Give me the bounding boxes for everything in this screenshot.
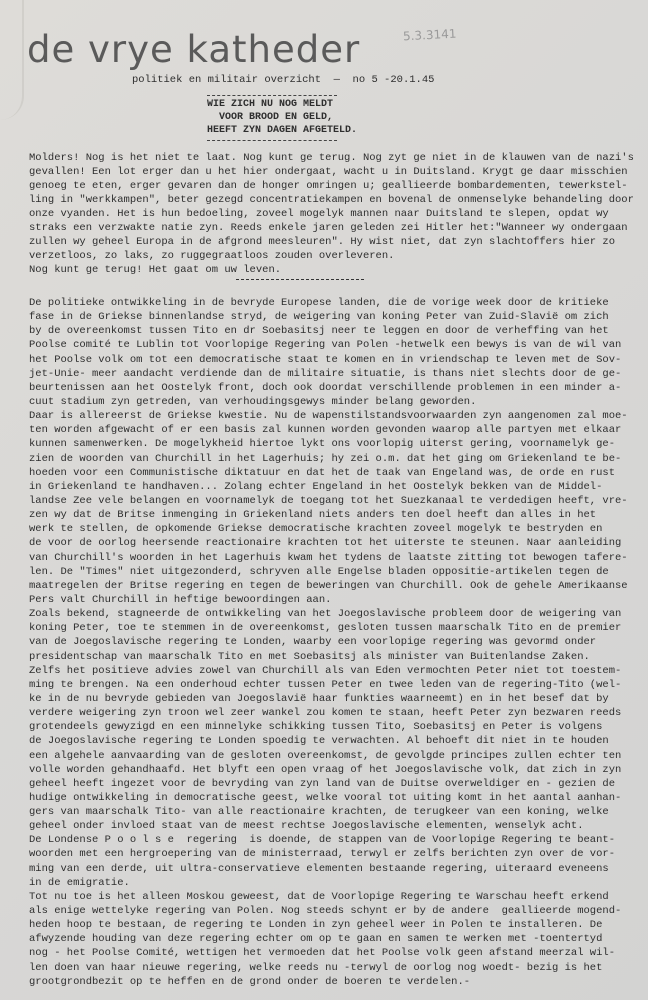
text-line: gers van maarschalk Tito- van alle reactionaire krachten, de terugkeer van een koning, welke — [29, 806, 609, 819]
motto-line: VOOR BROOD EN GELD, — [207, 112, 334, 123]
newsletter-title: de vrye katheder — [27, 28, 361, 71]
text-line: De politieke ontwikkeling in de bevryde Europese landen, die de vorige week door de kritieke — [29, 297, 609, 309]
text-line: woorden met een hergroepering van de ministerraad, terwyl er zelfs berichten zyn over de vor- — [29, 848, 615, 861]
text-line: Zelfs het positieve advies zowel van Churchill als van Eden vermochten Peter niet tot toestem- — [29, 664, 622, 677]
text-line: gevallen! Een lot erger dan u het hier ondergaat, wacht u in Duitsland. Krygt ge daar misschien — [29, 166, 628, 178]
text-line: verzetloos, zo laks, zo ruggegraatloos zouden overleveren. — [29, 250, 395, 262]
text-line: het Poolse volk om tot een democratische staat te komen en in vriendschap te leven met de Sov- — [29, 353, 622, 366]
text-line: kunnen samenwerken. De mogelykheid hiertoe lykt ons voorlopig uiterst gering, voornamelyk ge- — [29, 438, 615, 451]
text-line: verdere weigering zyn troon wel zeer wankel zou komen te staan, heeft Peter zyn bezwaren reeds — [29, 707, 622, 720]
text-line: koning Peter, toe te stemmen in de overeenkomst, gesloten tussen maarschalk Tito en de premier — [29, 622, 622, 635]
archive-number: 5.3.3141 — [402, 26, 457, 44]
text-line: in Griekenland te handhaven... Zolang echter Engeland in het Oostelyk bekken van de Middel- — [29, 480, 603, 493]
motto-box — [207, 95, 358, 141]
section-divider — [236, 279, 364, 280]
text-line: van Churchill's woorden in het Lagerhuis kwam het tydens de laatste zitting tot bewogen tafere- — [29, 551, 628, 564]
text-line: hudige ontwikkeling in democratische geest, welke vooral tot uiting komt in het aantal aanhan- — [29, 791, 622, 804]
text-line: De Londense P o o l s e regering is doende, de stappen van de Voorlopige Regering te beant- — [29, 834, 615, 847]
text-line: nog - het Poolse Comité, wettigen het vermoeden dat het Poolse volk geen afstand meerzal wil- — [29, 947, 615, 960]
text-line: de Joegoslavische regering te Londen spoedig te verwachten. Al behoeft dit niet in te houden — [29, 735, 609, 748]
text-line: hoeden voor een Communistische diktatuur en dat het de taak van Engeland was, de orde en rust — [29, 466, 615, 479]
text-line: de voor de oorlog heersende reactionaire krachten tot het uiterste te steunen. Naar aanleiding — [29, 537, 622, 550]
text-line: grootgrondbezit op te heffen en de grond onder de boeren te verdelen.- — [29, 975, 471, 988]
appeal-paragraph — [29, 151, 634, 277]
text-line: ling in "werkkampen", beter gezegd concentratiekampen en bovenal de onmenselyke behandeling door — [29, 194, 634, 206]
text-line: fase in de Griekse binnenlandse stryd, de weigering van koning Peter van Zuid-Slavië om zich — [29, 311, 609, 324]
text-line: Poolse comité te Lublin tot Voorlopige Regering van Polen -hetwelk een bewys is van de wil van — [29, 339, 622, 352]
text-line: Molders! Nog is het niet te laat. Nog kunt ge terug. Nog zyt ge niet in de klauwen van de nazi's — [29, 152, 634, 164]
text-line: heden hoop te bestaan, de regering te Londen in zyn geheel weer in Polen te installeren. De — [29, 919, 603, 932]
text-line: len. De "Times" niet uitgezonderd, schryven alle Engelse bladen oppositie-artikelen tegen de — [29, 565, 609, 578]
text-line: van de Joegoslavische regering te Londen, waarby een voorlopige regering was gevormd onder — [29, 636, 597, 649]
paper-edge-mark — [0, 0, 24, 120]
text-line: genoeg te eten, erger gevaren dan de honger omringen u; geallieerde bombardementen, tewerkstel- — [29, 180, 628, 192]
motto-line: HEEFT ZYN DAGEN AFGETELD. — [207, 125, 358, 136]
text-line: werk te stellen, de opkomende Griekse democratische krachten zoveel mogelyk te bestryden en — [29, 523, 603, 536]
text-line: in de emigratie. — [29, 876, 130, 889]
text-line: geheel onder invloed staat van de meest rechtse Joegoslavische elementen, wenselyk acht. — [29, 820, 584, 833]
text-line: geheel heeft ingezet voor de bevryding van zyn land van de Duitse overweldiger en - gezien de — [29, 777, 615, 790]
motto-line: WIE ZICH NU NOG MELDT — [207, 99, 334, 110]
text-line: straks een verzwakte natie zyn. Reeds enkele jaren geleden zei Hitler het:"Wanneer wy ondergaan — [29, 222, 628, 234]
text-line: len doen van haar nieuwe regering, welke reeds nu -terwyl de oorlog nog woedt- bezig is het — [29, 961, 603, 974]
text-line: Daar is allereerst de Griekse kwestie. Nu de wapenstilstandsvoorwaarden zyn aangenomen zal moe- — [29, 410, 628, 423]
text-line: Pers valt Churchill in heftige bewoordingen aan. — [29, 593, 332, 606]
text-line: een algehele aanvaarding van de gesloten overeenkomst, de gevolgde principes zullen echter ten — [29, 749, 622, 762]
text-line: onze vyanden. Het is hun bedoeling, zoveel mogelyk mannen naar Duitsland te slepen, opdat wy — [29, 208, 609, 220]
text-line: Nog kunt ge terug! Het gaat om uw leven. — [29, 264, 282, 276]
text-line: ten worden afgewacht of er een basis zal kunnen worden gevonden waarop alle partyen met elkaar — [29, 424, 622, 437]
text-line: zen wy dat de Britse inmenging in Griekenland niets anders ten doel heeft dan alles in het — [29, 509, 597, 522]
text-line: beurtenissen aan het Oostelyk front, doch ook doordat verschillende problemen in een minder a- — [29, 381, 622, 394]
text-line: jet-Unie- meer aandacht verdiende dan de militaire situatie, is thans niet slechts door de ge- — [29, 367, 622, 380]
text-line: Tot nu toe is het alleen Moskou geweest, dat de Voorlopige Regering te Warschau heeft erkend — [29, 890, 609, 903]
text-line: cuut stadium zyn getreden, van verhoudingsgewys minder belang geworden. — [29, 395, 477, 408]
text-line: zien de woorden van Churchill in het Lagerhuis; hy zei o.m. dat het ging om Griekenland te be- — [29, 452, 622, 465]
text-line: ming van een derde, uit ultra-conservatieve elementen bestaande regering, uiteraard eveneens — [29, 862, 609, 875]
text-line: grotendeels gewyzigd en een minnelyke schikking tussen Tito, Soebasitsj en Peter is volgens — [29, 721, 603, 734]
political-overview-paragraph — [29, 296, 628, 989]
text-line: zullen wy geheel Europa in de afgrond meesleuren". Hy wist niet, dat zyn slachtoffers hier zo — [29, 236, 615, 248]
text-line: afwyzende houding van deze regering echter om op te gaan en samen te werken met -toentertyd — [29, 933, 603, 946]
text-line: maatregelen der Britse regering en tegen de beweringen van Churchill. Ook de gehele Amerikaanse — [29, 579, 628, 592]
text-line: Zoals bekend, stagneerde de ontwikkeling van het Joegoslavische probleem door de weigering van — [29, 608, 622, 621]
text-line: presidentschap van maarschalk Tito en met Soebasitsj als minister van Buitenlandse Zaken. — [29, 650, 590, 663]
issue-subtitle: politiek en militair overzicht — no 5 -20.1.45 — [132, 74, 435, 86]
text-line: als enige wettelyke regering van Polen. Nog steeds schynt er by de andere geallieerde mogend- — [29, 905, 622, 918]
text-line: landse Zee vele belangen en voornamelyk de toegang tot het Suezkanaal te verdedigen heeft, vre- — [29, 494, 628, 507]
text-line: ming te brengen. Na een onderhoud echter tussen Peter en twee leden van de regering-Tito (wel- — [29, 678, 622, 691]
text-line: by de overeenkomst tussen Tito en dr Soebasitsj neer te leggen en door de verheffing van het — [29, 325, 609, 338]
text-line: volle worden gehandhaafd. Het blyft een open vraag of het Joegoslavische volk, dat zich in zyn — [29, 763, 622, 776]
text-line: ke in de nu bevryde gebieden van Joegoslavië haar funkties waarneemt) en in het besef dat by — [29, 692, 609, 705]
